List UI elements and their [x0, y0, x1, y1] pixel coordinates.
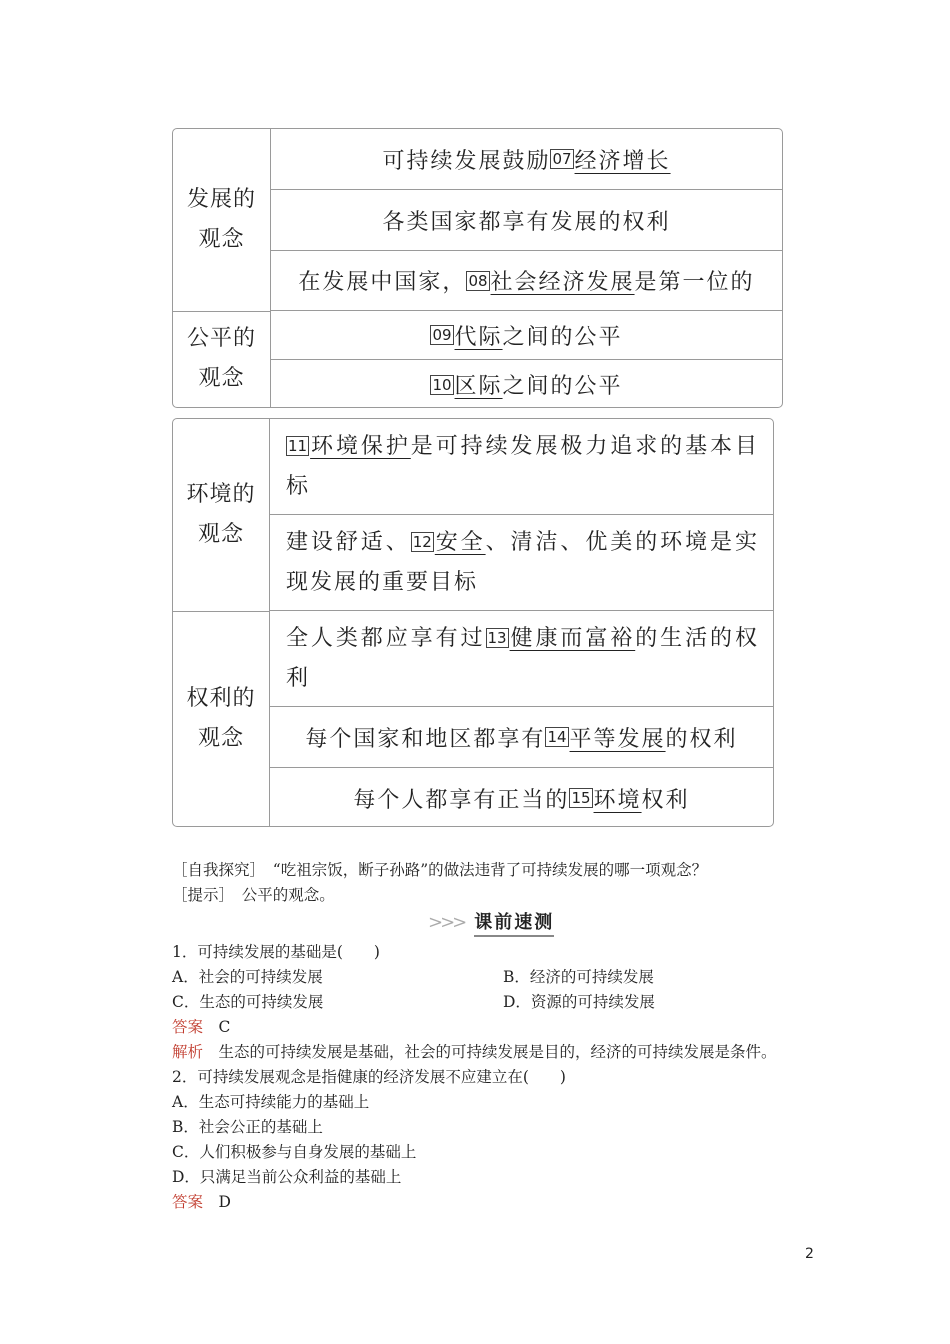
table-row: 全人类都应享有过 13 健康而富裕的生活的权利	[270, 611, 773, 707]
page-number: 2	[805, 1246, 814, 1262]
q2-answer: 答案 D	[172, 1193, 231, 1211]
table-row: 可持续发展鼓励 07 经济增长	[271, 129, 782, 190]
blank-number: 07	[552, 150, 572, 168]
q1-stem: 1．可持续发展的基础是( )	[172, 943, 380, 961]
q2-option-c: C．人们积极参与自身发展的基础上	[172, 1143, 417, 1161]
category-fairness: 公平的 观念	[173, 311, 271, 407]
explore-hint: ［提示］ 公平的观念。	[172, 886, 335, 904]
blank-number: 14	[547, 728, 567, 746]
q1-option-c: C．生态的可持续发展	[172, 993, 324, 1011]
table-row: 各类国家都享有发展的权利	[271, 190, 782, 251]
q1-option-a: A．社会的可持续发展	[172, 968, 323, 986]
q2-option-d: D．只满足当前公众利益的基础上	[172, 1168, 402, 1186]
q1-answer: 答案 C	[172, 1018, 231, 1036]
section-title: >>> 课前速测	[428, 908, 554, 934]
table-row: 11 环境保护是可持续发展极力追求的基本目标	[270, 419, 773, 515]
table-row: 每个人都享有正当的 15 环境 权利	[353, 787, 690, 813]
concept-table-2	[172, 418, 774, 827]
blank-number: 15	[571, 789, 591, 807]
table-row: 在发展中国家， 08 社会经济发展 是第一位的	[271, 251, 782, 311]
q2-option-b: B．社会公正的基础上	[172, 1118, 323, 1136]
blank-number: 13	[487, 628, 507, 647]
blank-number: 11	[288, 436, 308, 455]
blank-number: 08	[468, 271, 488, 290]
q2-option-a: A．生态可持续能力的基础上	[172, 1093, 370, 1111]
table-row: 每个国家和地区都享有 14 平等发展 的权利	[270, 707, 773, 768]
blank-number: 09	[432, 326, 452, 344]
category-development: 发展的 观念	[173, 129, 271, 311]
concept-table-1	[172, 128, 783, 408]
q1-option-b: B．经济的可持续发展	[503, 968, 654, 986]
q1-explanation: 解析 生态的可持续发展是基础，社会的可持续发展是目的，经济的可持续发展是条件。	[172, 1043, 777, 1061]
category-rights: 权利的 观念	[173, 611, 270, 826]
q1-option-d: D．资源的可持续发展	[503, 993, 655, 1011]
blank-number: 10	[432, 375, 452, 394]
explore-question: ［自我探究］ “吃祖宗饭，断子孙路”的做法违背了可持续发展的哪一项观念？	[172, 861, 708, 879]
table-row: 建设舒适、 12 安全、清洁、优美的环境是实现发展的重要目标	[270, 515, 773, 611]
blank-number: 12	[412, 532, 432, 551]
triple-chevron-icon: >>>	[428, 912, 465, 933]
q2-stem: 2．可持续发展观念是指健康的经济发展不应建立在( )	[172, 1068, 566, 1086]
category-environment: 环境的 观念	[173, 419, 270, 611]
table-row: 09 代际 之间的公平	[271, 311, 782, 360]
table-row: 10 区际 之间的公平	[432, 374, 623, 399]
